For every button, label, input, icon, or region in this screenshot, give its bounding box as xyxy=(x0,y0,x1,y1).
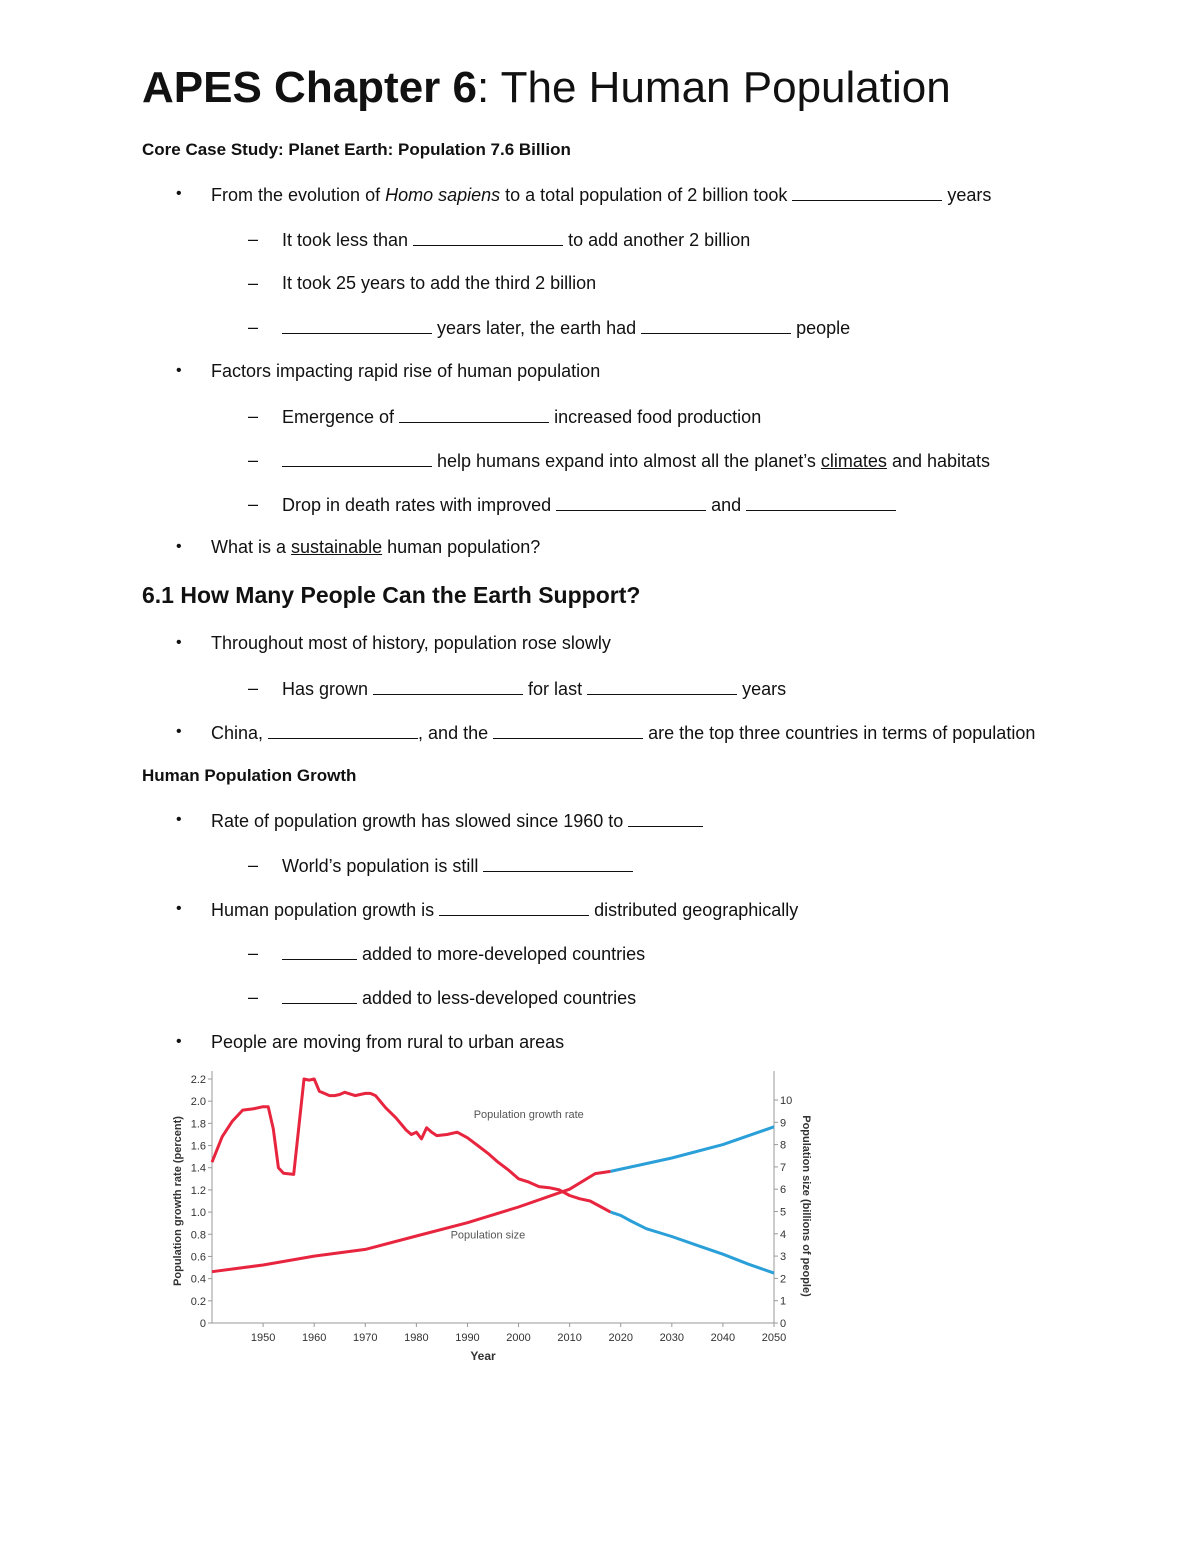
y-left-tick-label: 1.0 xyxy=(190,1207,206,1220)
core-sub-2: It took 25 years to add the third 2 billion xyxy=(282,273,597,293)
y-right-tick-label: 5 xyxy=(780,1206,787,1219)
bullet-icon: • xyxy=(176,900,182,917)
page-title-bold: APES Chapter 6 xyxy=(142,63,477,112)
bullet-icon: • xyxy=(176,723,182,740)
y-left-tick-label: 1.4 xyxy=(190,1162,206,1175)
x-tick-label: 1990 xyxy=(455,1332,480,1344)
growth-s1-pre: World’s population is still xyxy=(282,856,484,876)
series-0-projected-line xyxy=(611,1212,775,1273)
growth-s2-post: added to more-developed countries xyxy=(357,944,646,964)
bullet-icon: • xyxy=(176,1033,182,1050)
core-b3-post: human population? xyxy=(382,537,541,557)
dash-icon: – xyxy=(248,450,259,470)
y-left-axis-label: Population growth rate (percent) xyxy=(172,1116,184,1286)
core-s4-post: increased food production xyxy=(549,407,762,427)
y-left-tick-label: 1.8 xyxy=(190,1118,206,1131)
y-right-tick-label: 6 xyxy=(780,1184,787,1197)
y-right-tick-label: 10 xyxy=(780,1095,793,1107)
core-b1-pre: From the evolution of xyxy=(211,185,386,205)
chart-annotation: Population size xyxy=(450,1229,526,1242)
x-tick-label: 1980 xyxy=(404,1332,429,1344)
y-left-tick-label: 0.2 xyxy=(190,1295,206,1308)
y-left-tick-label: 0.8 xyxy=(190,1229,206,1242)
y-left-tick-label: 0 xyxy=(199,1318,206,1330)
chart-annotation: Population growth rate xyxy=(473,1108,584,1121)
y-right-tick-label: 4 xyxy=(780,1228,787,1241)
dash-icon: – xyxy=(248,494,259,514)
core-s4-pre: Emergence of xyxy=(282,407,400,427)
s61-b2-mid: , and the xyxy=(418,723,494,743)
core-s5-post: and habitats xyxy=(886,451,991,471)
x-tick-label: 1950 xyxy=(250,1332,276,1344)
core-b1-mid: to a total population of 2 billion took xyxy=(500,185,793,205)
bullet-icon: • xyxy=(176,362,182,379)
dash-icon: – xyxy=(248,855,259,875)
x-axis-label: Year xyxy=(470,1349,496,1363)
s61-b2-post: are the top three countries in terms of population xyxy=(643,723,1036,743)
y-right-tick-label: 0 xyxy=(780,1318,787,1330)
y-left-tick-label: 2.0 xyxy=(190,1096,206,1109)
x-tick-label: 2010 xyxy=(557,1332,582,1344)
core-b1-italic: Homo sapiens xyxy=(385,185,501,205)
s61-s1-pre: Has grown xyxy=(282,679,374,699)
dash-icon: – xyxy=(248,273,259,293)
sustainable-term: sustainable xyxy=(291,537,383,557)
s61-bullet-1: Throughout most of history, population rose slowly xyxy=(211,633,611,653)
dash-icon: – xyxy=(248,317,259,337)
series-1-projected-line xyxy=(611,1127,775,1172)
dash-icon: – xyxy=(248,987,259,1007)
dash-icon: – xyxy=(248,943,259,963)
bullet-icon: • xyxy=(176,538,182,555)
y-right-tick-label: 8 xyxy=(780,1139,787,1152)
y-right-axis-label: Population size (billions of people) xyxy=(800,1115,812,1297)
growth-heading: Human Population Growth xyxy=(142,766,357,785)
x-tick-label: 1960 xyxy=(301,1332,327,1344)
core-b3-pre: What is a xyxy=(211,537,292,557)
growth-b2-post: distributed geographically xyxy=(589,900,799,920)
core-s6-pre: Drop in death rates with improved xyxy=(282,495,557,515)
y-right-tick-label: 1 xyxy=(780,1295,787,1308)
dash-icon: – xyxy=(248,678,259,698)
y-left-tick-label: 0.4 xyxy=(190,1273,206,1286)
x-tick-label: 1970 xyxy=(353,1332,378,1344)
bullet-icon: • xyxy=(176,185,182,202)
y-right-tick-label: 9 xyxy=(780,1117,787,1130)
y-right-tick-label: 7 xyxy=(780,1161,787,1174)
core-bullet-2: Factors impacting rapid rise of human population xyxy=(211,361,601,381)
page-title-rest: : The Human Population xyxy=(476,63,951,112)
x-tick-label: 2030 xyxy=(659,1332,685,1344)
x-tick-label: 2050 xyxy=(761,1332,787,1344)
x-tick-label: 2000 xyxy=(506,1332,531,1344)
climates-link: climates xyxy=(820,451,887,471)
y-left-tick-label: 2.2 xyxy=(190,1074,206,1086)
growth-b2-pre: Human population growth is xyxy=(211,900,440,920)
y-right-tick-label: 2 xyxy=(780,1273,787,1286)
core-s3-post: people xyxy=(791,318,851,338)
core-s5-mid: help humans expand into almost all the planet’s xyxy=(432,451,821,471)
core-case-heading: Core Case Study: Planet Earth: Population 7.6 Billion xyxy=(142,140,571,159)
y-right-tick-label: 3 xyxy=(780,1251,787,1264)
x-tick-label: 2020 xyxy=(608,1332,633,1344)
series-0-historical-line xyxy=(212,1079,611,1212)
core-b1-post: years xyxy=(942,185,992,205)
core-s1-pre: It took less than xyxy=(282,230,414,250)
bullet-icon: • xyxy=(176,634,182,651)
growth-bullet-3: People are moving from rural to urban areas xyxy=(211,1032,565,1052)
y-left-tick-label: 0.6 xyxy=(190,1251,206,1264)
core-s3-mid: years later, the earth had xyxy=(432,318,642,338)
section-6-1-heading: 6.1 How Many People Can the Earth Support? xyxy=(142,582,641,608)
dash-icon: – xyxy=(248,406,259,426)
growth-b1-pre: Rate of population growth has slowed since 1960 to xyxy=(211,811,629,831)
growth-s3-post: added to less-developed countries xyxy=(357,988,637,1008)
core-s1-post: to add another 2 billion xyxy=(563,230,751,250)
bullet-icon: • xyxy=(176,811,182,828)
s61-s1-post: years xyxy=(737,679,787,699)
dash-icon: – xyxy=(248,229,259,249)
x-tick-label: 2040 xyxy=(710,1332,736,1344)
series-1-historical-line xyxy=(212,1171,611,1271)
s61-s1-mid: for last xyxy=(523,679,588,699)
y-left-tick-label: 1.2 xyxy=(190,1184,206,1197)
core-s6-mid: and xyxy=(706,495,747,515)
s61-b2-pre: China, xyxy=(211,723,269,743)
y-left-tick-label: 1.6 xyxy=(190,1140,206,1153)
